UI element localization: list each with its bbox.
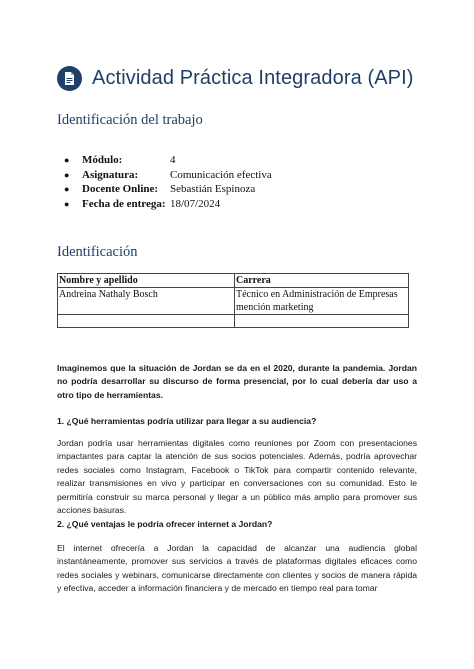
intro-paragraph: Imaginemos que la situación de Jordan se da en el 2020, durante la pandemia. Jordan no podría desarrollar su discurso de forma presencial, por lo cual debería dar uso a otro tipo de herramientas. — [57, 363, 417, 400]
table-cell: Andreina Nathaly Bosch — [58, 288, 235, 315]
document-header — [57, 66, 414, 91]
question-1: 1. ¿Qué herramientas podría utilizar para llegar a su audiencia? — [57, 416, 317, 426]
answer-2: El internet ofrecería a Jordan la capacidad de alcanzar una audiencia global instantáneamente, promover sus servicios a través de plataformas digitales eficaces como redes sociales y webinars, comunicarse directamente con clientes y socios de manera rápida y efectiva, acceder a información financiera y de mercado en tiempo real para tomar — [57, 543, 417, 594]
table-cell: Técnico en Administración de Empresas mención marketing — [235, 288, 409, 315]
bullet-icon: ● — [64, 169, 70, 180]
section-heading-identificacion-trabajo: Identificación del trabajo — [57, 112, 203, 128]
answer-1: Jordan podría usar herramientas digitales como reuniones por Zoom con presentaciones impactantes para captar la atención de sus socios potenciales. Además, podría aprovechar redes sociales como Instagram, Facebook o TikTok para compartir contenido relevante, realizar transmisiones en vivo y participar en conversaciones con su comunidad. Esto le permitiría construir su marca personal y llegar a un público más amplio para promover sus acciones basuras. — [57, 438, 417, 516]
table-header-cell: Carrera — [235, 274, 409, 288]
document-icon — [57, 66, 82, 91]
list-item — [64, 168, 272, 182]
item-label: Fecha de entrega: — [82, 197, 166, 210]
table-row — [58, 288, 409, 315]
list-item — [64, 197, 272, 211]
item-value: Sebastián Espinoza — [170, 183, 256, 195]
identification-list — [64, 153, 272, 211]
item-value: 18/07/2024 — [170, 197, 221, 210]
identification-table — [57, 273, 409, 328]
item-label: Asignatura: — [82, 168, 139, 181]
table-header-row — [58, 274, 409, 288]
item-label: Módulo: — [82, 154, 123, 166]
list-item — [64, 182, 272, 196]
table-row — [58, 315, 409, 328]
section-heading-identificacion: Identificación — [57, 244, 138, 260]
document-title: Actividad Práctica Integradora (API) — [92, 67, 414, 89]
table-cell — [235, 315, 409, 328]
list-item — [64, 153, 272, 167]
bullet-icon: ● — [64, 184, 70, 194]
item-label: Docente Online: — [82, 183, 159, 195]
bullet-icon: ● — [64, 155, 70, 165]
table-cell — [58, 315, 235, 328]
item-value: 4 — [170, 154, 176, 166]
bullet-icon: ● — [64, 198, 70, 209]
item-value: Comunicación efectiva — [170, 168, 272, 181]
question-2: 2. ¿Qué ventajas le podría ofrecer internet a Jordan? — [57, 519, 273, 529]
table-header-cell: Nombre y apellido — [58, 274, 235, 288]
